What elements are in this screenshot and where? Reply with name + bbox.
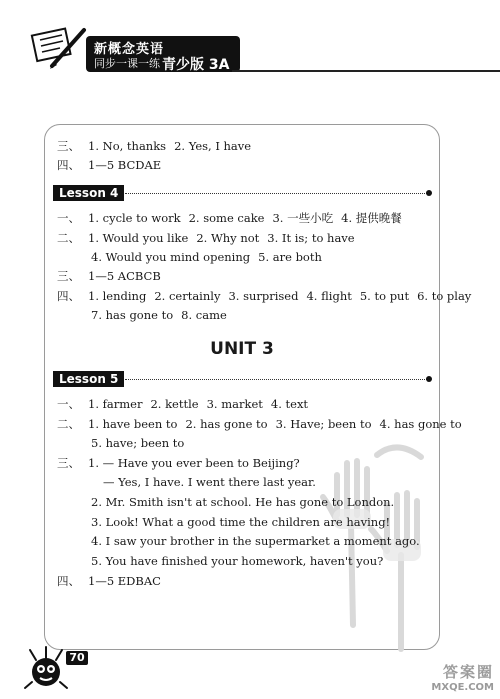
brand-banner (86, 36, 240, 72)
answer: 7. has gone to (91, 308, 174, 322)
answer-line (57, 417, 470, 431)
header-rule (232, 70, 500, 72)
answer: 1. lending (88, 289, 147, 303)
answer-line (57, 158, 169, 172)
answer: 2. Why not (196, 231, 260, 245)
answer-line (57, 456, 308, 470)
page-number: 70 (66, 651, 88, 665)
answer: 4. flight (306, 289, 352, 303)
answer: 1—5 BCDAE (88, 158, 162, 172)
section-number: 一、 (57, 397, 80, 411)
answer-line (83, 436, 192, 450)
answer: 2. certainly (154, 289, 221, 303)
lesson-divider (125, 379, 427, 380)
brand-edition: 青少版 3A (162, 57, 230, 73)
unit-title: UNIT 3 (210, 339, 274, 359)
section-number: 三、 (57, 139, 80, 153)
answer: 4. 提供晚餐 (341, 211, 402, 225)
lesson-label: Lesson 4 (53, 185, 124, 201)
answer-line (83, 534, 428, 548)
answer-line (83, 495, 402, 509)
answer: 4. text (270, 397, 309, 411)
answer: 3. 一些小吃 (272, 211, 334, 225)
brand-title: 新概念英语 (94, 42, 165, 57)
answer-line (83, 250, 330, 264)
answer-line (83, 515, 398, 529)
answer: 5. have; been to (91, 436, 185, 450)
site-watermark (431, 661, 494, 693)
answer-line (95, 475, 324, 489)
section-number: 三、 (57, 269, 80, 283)
answer: 3. market (206, 397, 263, 411)
answer: 1. have been to (88, 417, 178, 431)
answer: 2. Mr. Smith isn't at school. He has gone to London. (91, 495, 395, 509)
answer: 2. kettle (150, 397, 199, 411)
answer: 1. No, thanks (88, 139, 167, 153)
answer: 8. came (181, 308, 227, 322)
answer: 1—5 EDBAC (88, 574, 161, 588)
answer: 1—5 ACBCB (88, 269, 161, 283)
answer: 5. to put (359, 289, 410, 303)
answer-line (83, 554, 391, 568)
section-number: 四、 (57, 158, 80, 172)
answer-line (83, 308, 235, 322)
answer: 3. It is; to have (267, 231, 355, 245)
answer: 5. are both (258, 250, 322, 264)
answer: 1. cycle to work (88, 211, 181, 225)
section-number: 二、 (57, 417, 80, 431)
brand-subtitle: 同步一课一练 (94, 57, 160, 70)
lesson-divider-dot (426, 376, 432, 382)
section-number: 二、 (57, 231, 80, 245)
answer: 2. Yes, I have (174, 139, 252, 153)
section-number: 四、 (57, 289, 80, 303)
answer: 1. Would you like (88, 231, 189, 245)
answer: — Yes, I have. I went there last year. (103, 475, 316, 489)
answer: 2. has gone to (185, 417, 268, 431)
answer: 5. You have finished your homework, haven't you? (91, 554, 384, 568)
answer-line (57, 289, 479, 303)
answer-line (57, 397, 316, 411)
lesson-divider (125, 193, 427, 194)
answer-line (57, 269, 169, 283)
lesson-label: Lesson 5 (53, 371, 124, 387)
page-header (0, 0, 500, 110)
lesson-header (45, 371, 439, 387)
answer-line (57, 139, 259, 153)
answer: 6. to play (417, 289, 472, 303)
pen-writing-icon (30, 22, 88, 78)
answer: 3. Look! What a good time the children are having! (91, 515, 391, 529)
answer-line (57, 231, 363, 245)
section-number: 一、 (57, 211, 80, 225)
answer-line (57, 211, 410, 225)
answer-line (57, 574, 169, 588)
answer: 2. some cake (188, 211, 265, 225)
lesson-header (45, 185, 439, 201)
answer: 4. Would you mind opening (91, 250, 251, 264)
answer: 4. has gone to (379, 417, 462, 431)
watermark-title: 答案圈 (442, 663, 494, 681)
answer: 3. surprised (228, 289, 299, 303)
lesson-divider-dot (426, 190, 432, 196)
section-number: 四、 (57, 574, 80, 588)
answer-panel (44, 124, 472, 650)
answer: 1. — Have you ever been to Beijing? (88, 456, 300, 470)
answer: 4. I saw your brother in the supermarket a moment ago. (91, 534, 420, 548)
answer: 3. Have; been to (275, 417, 372, 431)
watermark-url: MXQE.COM (431, 682, 494, 693)
section-number: 三、 (57, 456, 80, 470)
answer: 1. farmer (88, 397, 143, 411)
